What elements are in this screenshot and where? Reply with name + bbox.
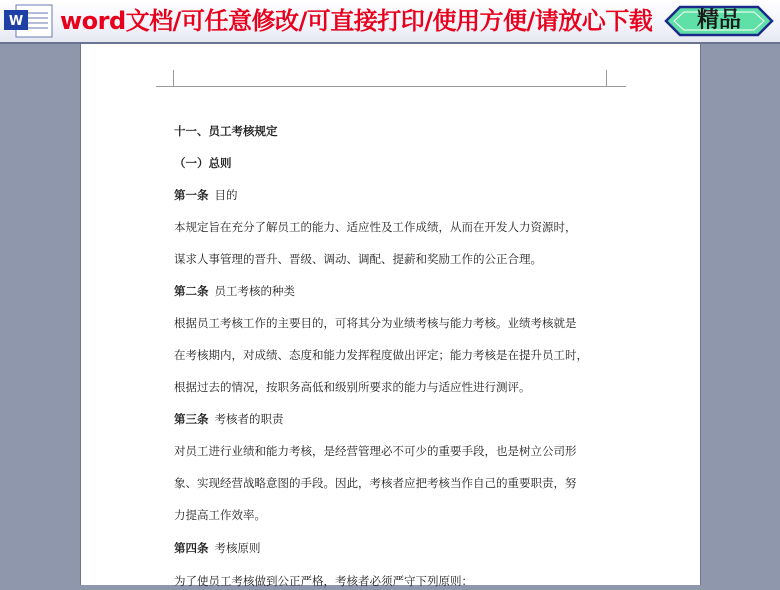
article-heading [174,539,261,557]
article-heading [174,186,238,204]
article-heading [174,282,295,300]
right-gutter [700,44,780,585]
paragraph-line: 谋求人事管理的晋升、晋级、调动、调配、提薪和奖励工作的公正合理。 [174,252,542,266]
header-margin-mark-left [173,70,174,86]
promo-banner [0,0,780,44]
quality-badge [662,4,776,38]
header-margin-mark-right [606,70,607,86]
section-heading: （一）总则 [174,156,232,170]
banner-slogan: word文档/可任意修改/可直接打印/使用方便/请放心下载 [60,7,653,35]
article-title: 考核者的职责 [214,412,284,426]
article-title: 员工考核的种类 [214,284,295,298]
paragraph-line: 为了使员工考核做到公正严格，考核者必须严守下列原则： [174,574,473,588]
article-title: 考核原则 [214,541,261,555]
chapter-heading: 十一、员工考核规定 [174,124,278,138]
badge-label: 精品 [696,8,741,33]
document-page [81,44,700,588]
header-rule [156,86,626,87]
paragraph-line: 力提高工作效率。 [174,508,266,522]
article-label: 第二条 [174,284,209,298]
paragraph-line: 象、实现经营战略意图的手段。因此，考核者应把考核当作自己的重要职责，努 [174,476,577,490]
article-label: 第一条 [174,188,209,202]
paragraph-line: 根据员工考核工作的主要目的，可将其分为业绩考核与能力考核。业绩考核就是 [174,316,577,330]
paragraph-line: 对员工进行业绩和能力考核，是经营管理必不可少的重要手段，也是树立公司形 [174,444,577,458]
svg-text:W: W [8,14,24,29]
paragraph-line: 根据过去的情况，按职务高低和级别所要求的能力与适应性进行测评。 [174,380,531,394]
paragraph-line: 本规定旨在充分了解员工的能力、适应性及工作成绩，从而在开发人力资源时， [174,220,577,234]
word-document-icon [2,2,58,40]
article-label: 第三条 [174,412,209,426]
article-title: 目的 [214,188,238,202]
article-heading [174,410,284,428]
article-label: 第四条 [174,541,209,555]
left-gutter [0,44,81,585]
paragraph-line: 在考核期内，对成绩、态度和能力发挥程度做出评定；能力考核是在提升员工时， [174,348,588,362]
